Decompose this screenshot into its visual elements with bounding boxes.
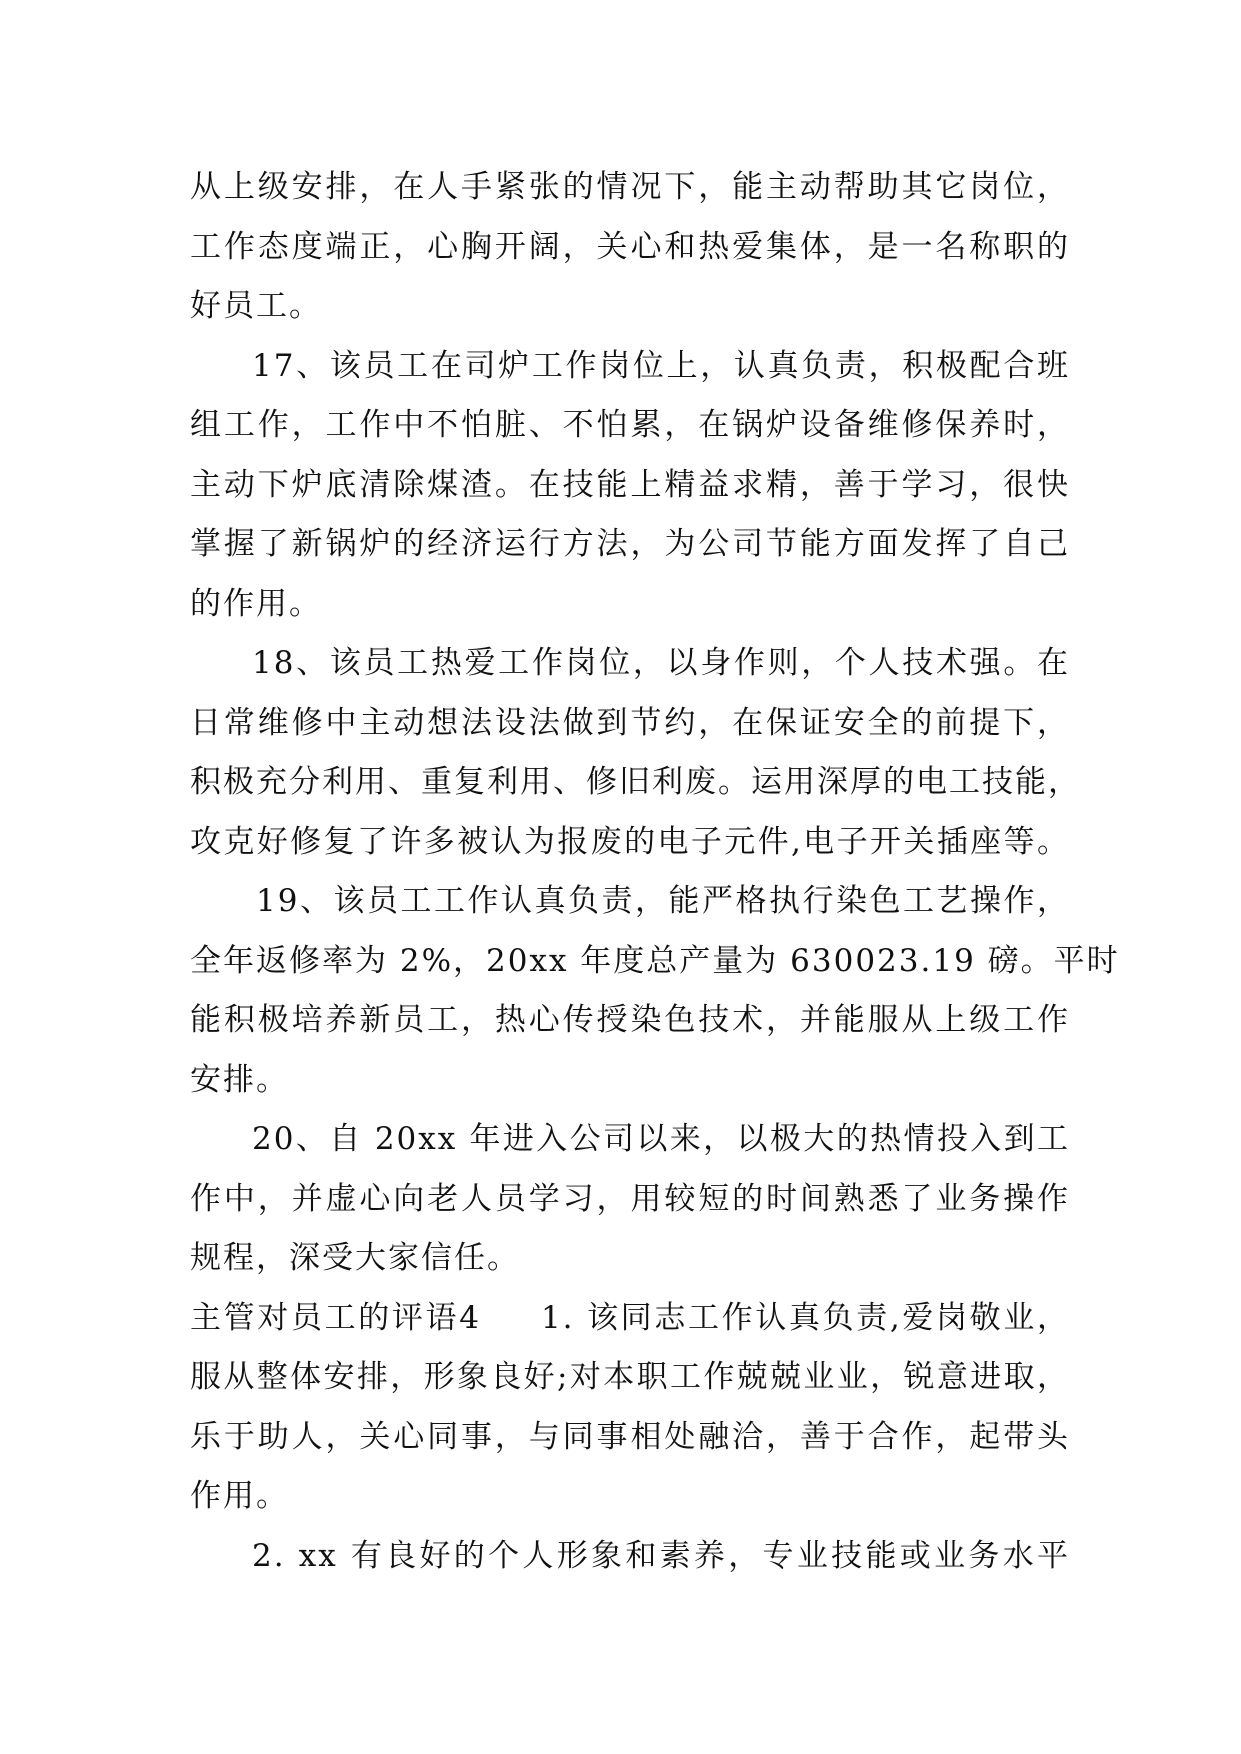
text-line: 乐于助人，关心同事，与同事相处融洽，善于合作，起带头 xyxy=(190,1418,1070,1455)
section-heading: 主管对员工的评语4 xyxy=(190,1299,481,1336)
paragraph-20-start: 20、自 20xx 年进入公司以来，以极大的热情投入到工 xyxy=(252,1121,1070,1157)
text-line: 攻克好修复了许多被认为报废的电子元件,电子开关插座等。 xyxy=(190,823,1070,860)
text-line: 工作态度端正，心胸开阔，关心和热爱集体，是一名称职的 xyxy=(190,228,1070,265)
text-line: 规程，深受大家信任。 xyxy=(190,1240,520,1276)
text-line: 掌握了新锅炉的经济运行方法，为公司节能方面发挥了自己 xyxy=(190,526,1070,562)
item-1-start: 1. 该同志工作认真负责,爱岗敬业， xyxy=(540,1299,1070,1336)
text-line: 服从整体安排，形象良好;对本职工作兢兢业业，锐意进取， xyxy=(190,1359,1070,1395)
text-line: 日常维修中主动想法设法做到节约，在保证安全的前提下， xyxy=(190,704,1070,741)
text-line: 作用。 xyxy=(190,1478,289,1514)
paragraph-19-start: 19、该员工工作认真负责，能严格执行染色工艺操作， xyxy=(256,883,1070,919)
item-2-start: 2. xx 有良好的个人形象和素养，专业技能或业务水平 xyxy=(252,1537,1070,1574)
text-line: 积极充分利用、重复利用、修旧利废。运用深厚的电工技能， xyxy=(190,764,1081,800)
text-line: 能积极培养新员工，热心传授染色技术，并能服从上级工作 xyxy=(190,1002,1070,1038)
text-line: 从上级安排，在人手紧张的情况下，能主动帮助其它岗位， xyxy=(190,169,1070,205)
paragraph-17-start: 17、该员工在司炉工作岗位上，认真负责，积极配合班 xyxy=(252,347,1070,384)
text-line: 安排。 xyxy=(190,1061,289,1098)
text-line: 全年返修率为 2%，20xx 年度总产量为 630023.19 磅。平时 xyxy=(190,942,1120,979)
text-line: 作中，并虚心向老人员学习，用较短的时间熟悉了业务操作 xyxy=(190,1180,1070,1217)
document-body xyxy=(190,158,1120,1586)
paragraph-18-start: 18、该员工热爱工作岗位，以身作则，个人技术强。在 xyxy=(252,645,1070,681)
text-line: 好员工。 xyxy=(190,288,322,324)
text-line: 的作用。 xyxy=(190,585,322,622)
text-line: 主动下炉底清除煤渣。在技能上精益求精，善于学习，很快 xyxy=(190,466,1070,503)
section-heading-line xyxy=(190,1289,1070,1349)
text-line: 组工作，工作中不怕脏、不怕累，在锅炉设备维修保养时， xyxy=(190,407,1070,443)
